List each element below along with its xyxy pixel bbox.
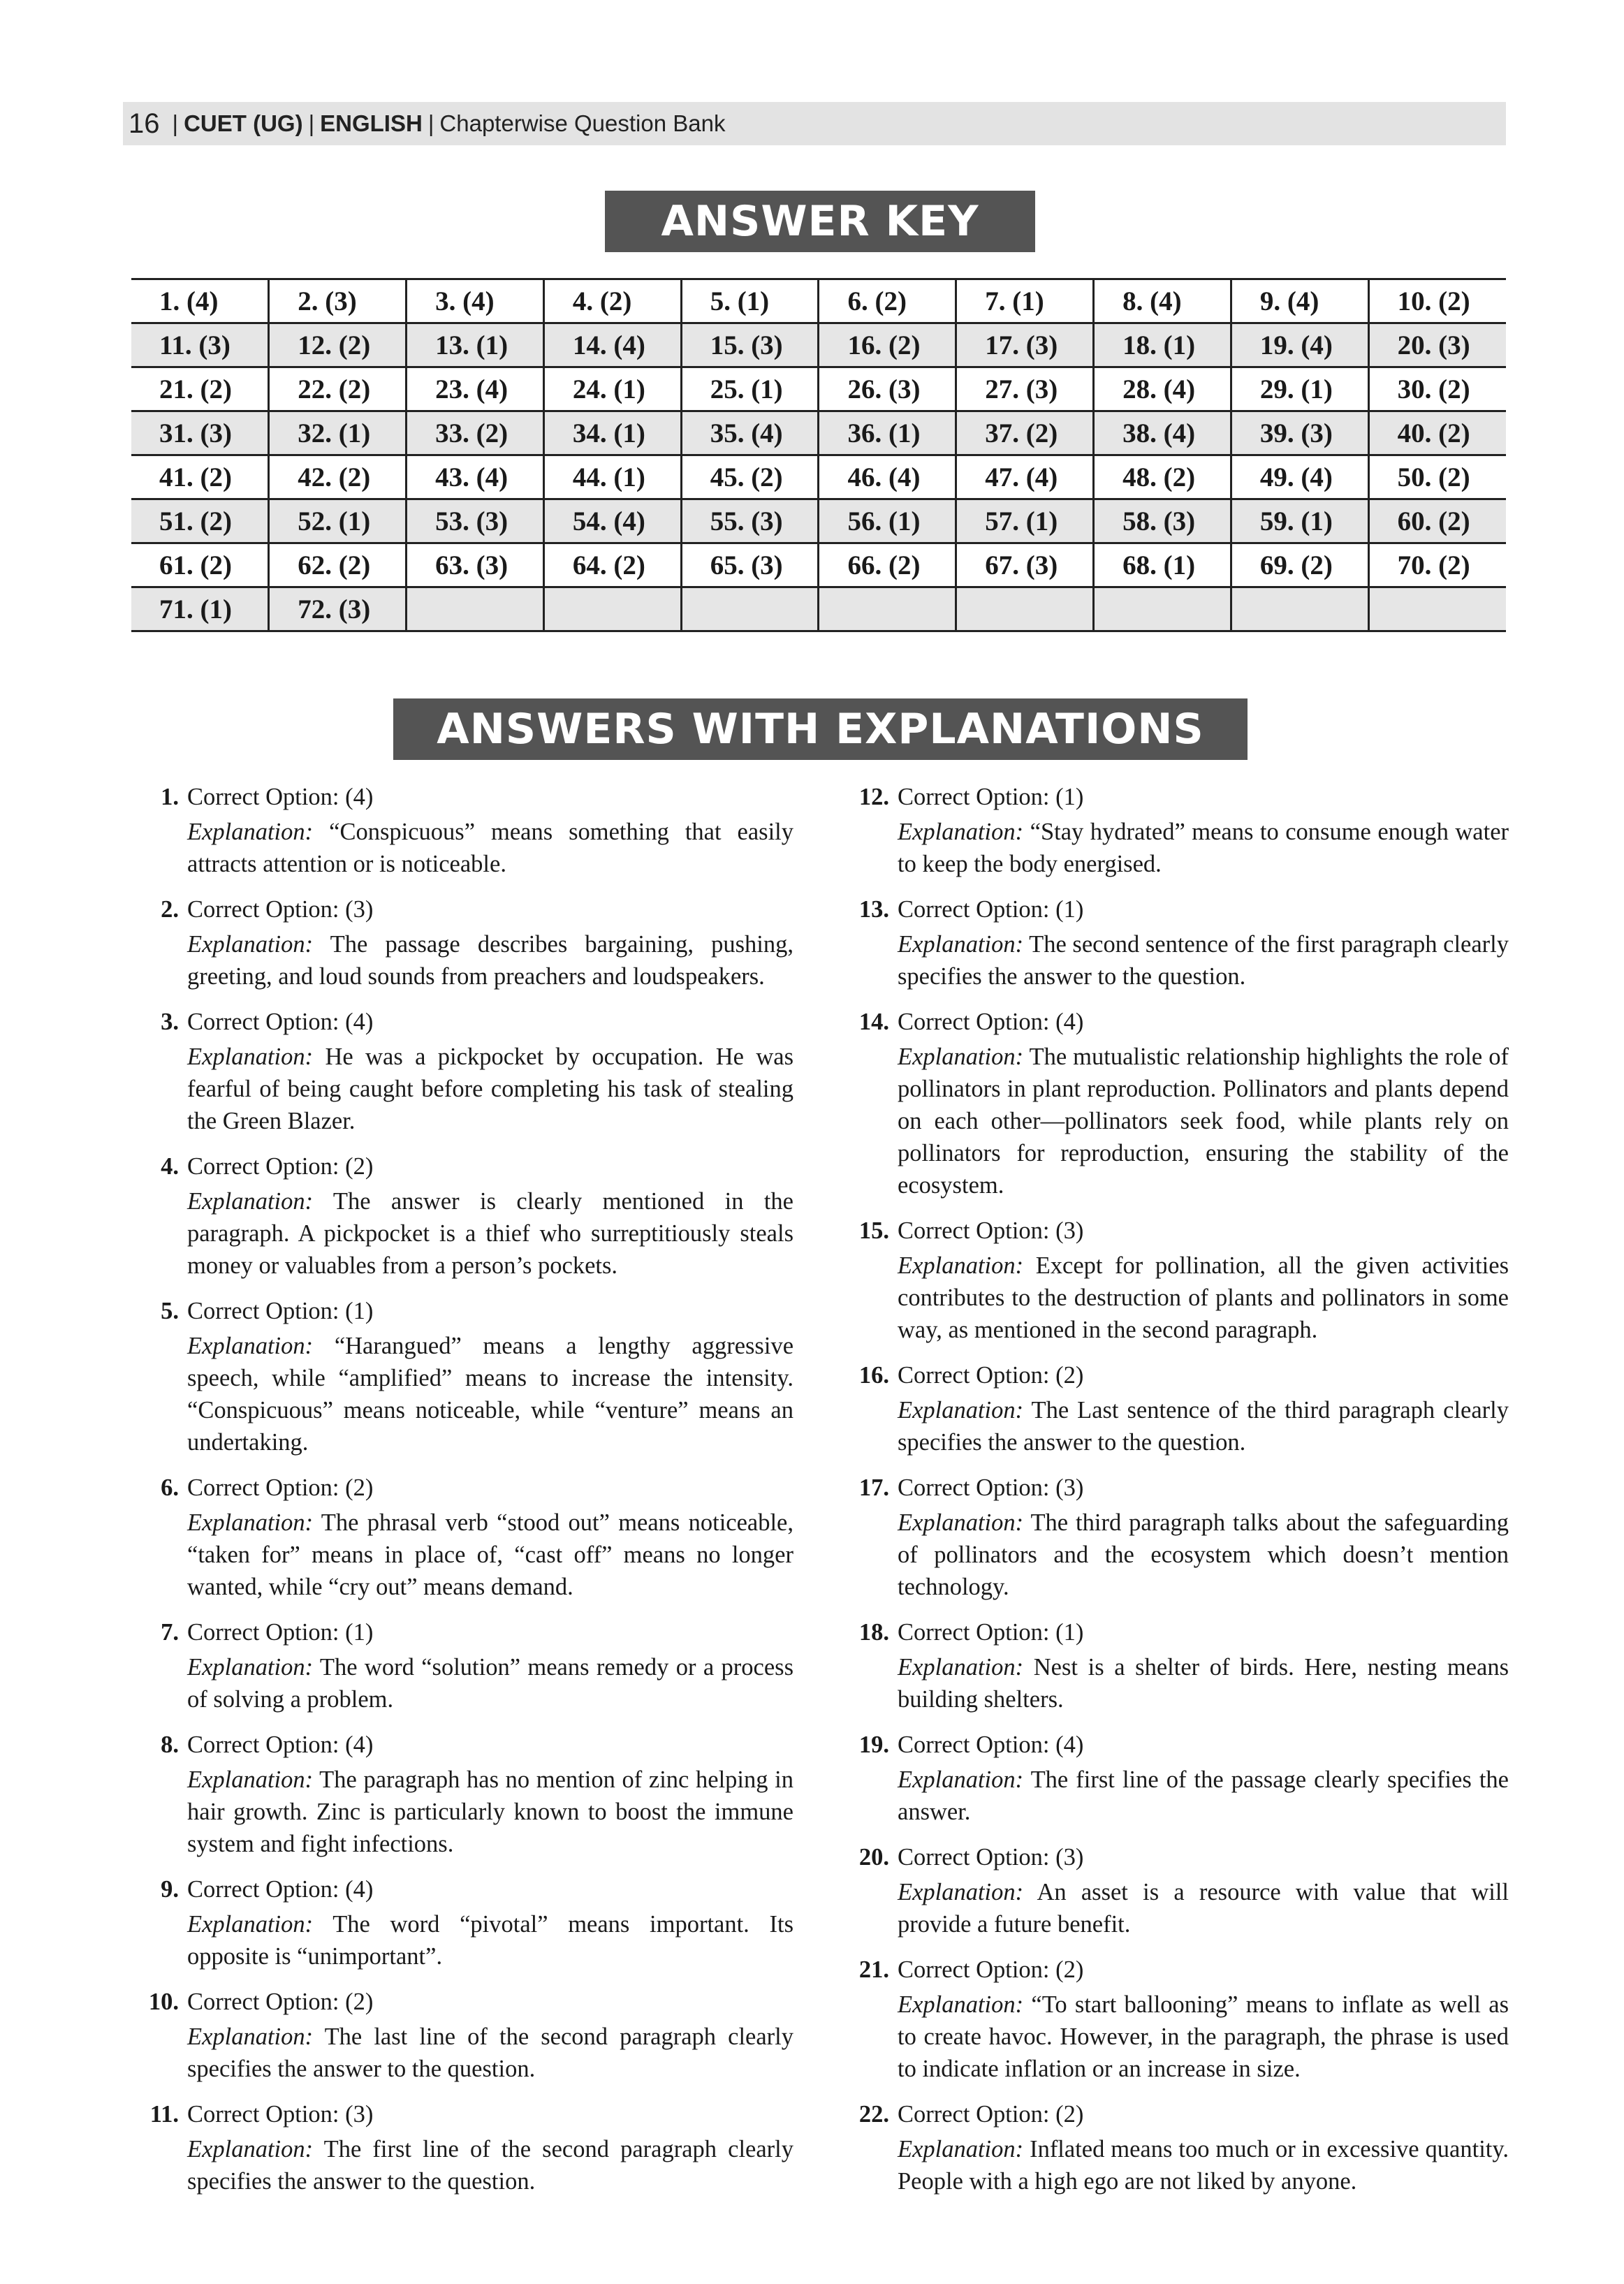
answer-key-cell: 64. (2): [543, 543, 681, 587]
answer-key-cell: 29. (1): [1231, 367, 1368, 411]
explanation-item: [842, 1359, 1509, 1458]
answer-key-cell: 16. (2): [819, 323, 956, 367]
explanation-label: Explanation:: [187, 1509, 314, 1536]
answer-key-cell: 59. (1): [1231, 499, 1368, 543]
explanation-label: Explanation:: [187, 1044, 314, 1070]
question-number: 11.: [149, 2101, 179, 2128]
explanation-body: [187, 1006, 793, 1137]
running-header: [123, 102, 1506, 145]
answer-key-cell: 8. (4): [1094, 279, 1231, 323]
answer-key-cell: 31. (3): [131, 411, 269, 455]
answer-key-cell: 7. (1): [956, 279, 1094, 323]
explanation-body: [898, 1841, 1509, 1940]
explanation-label: Explanation:: [187, 1188, 314, 1215]
explanation-paragraph: [187, 1041, 793, 1137]
answer-key-cell: 61. (2): [131, 543, 269, 587]
explanation-paragraph: [187, 2021, 793, 2085]
explanation-text: The third paragraph talks about the safeguarding of pollinators and the ecosystem which doesn’t mention technology.: [898, 1509, 1509, 1600]
question-number: 1.: [161, 784, 179, 810]
explanation-item: [131, 1873, 793, 1972]
answer-key-cell: 21. (2): [131, 367, 269, 411]
explanation-paragraph: [898, 928, 1509, 993]
answer-key-cell: 48. (2): [1094, 455, 1231, 499]
answer-key-cell: 53. (3): [407, 499, 544, 543]
explanation-text: The second sentence of the first paragraph clearly specifies the answer to the question.: [898, 931, 1509, 990]
answer-key-row: [131, 367, 1506, 411]
explanation-text: The paragraph has no mention of zinc helping in hair growth. Zinc is particularly known to boost the immune system and fight infections.: [187, 1766, 793, 1857]
answer-key-cell: 54. (4): [543, 499, 681, 543]
question-number: 19.: [858, 1732, 889, 1758]
explanation-paragraph: [187, 1507, 793, 1603]
answer-key-cell: 34. (1): [543, 411, 681, 455]
answer-key-cell: [956, 587, 1094, 631]
correct-option: Correct Option: (2): [187, 1474, 374, 1501]
answer-key-cell: 6. (2): [819, 279, 956, 323]
explanation-item: [842, 2098, 1509, 2197]
explanation-item: [131, 1729, 793, 1860]
explanation-paragraph: [898, 2133, 1509, 2197]
answer-key-cell: 57. (1): [956, 499, 1094, 543]
question-number: 18.: [858, 1619, 889, 1646]
explanation-label: Explanation:: [187, 1333, 314, 1359]
explanation-text: The last line of the second paragraph clearly specifies the answer to the question.: [187, 2023, 793, 2082]
correct-option: Correct Option: (1): [898, 1619, 1084, 1646]
explanation-body: [187, 1150, 793, 1282]
answer-key-table: [131, 278, 1506, 632]
explanation-item: [131, 1295, 793, 1458]
explanation-body: [187, 1472, 793, 1603]
answer-key-title: ANSWER KEY: [605, 191, 1035, 252]
question-number: 3.: [161, 1009, 179, 1035]
answer-key-cell: [1094, 587, 1231, 631]
answer-key-cell: [1368, 587, 1506, 631]
explanation-item: [131, 2098, 793, 2197]
answer-key-cell: 15. (3): [681, 323, 819, 367]
explanation-paragraph: [187, 1330, 793, 1458]
explanation-text: Except for pollination, all the given activities contributes to the destruction of plants and pollinators in some way, as mentioned in the second paragraph.: [898, 1252, 1509, 1343]
explanation-item: [842, 1954, 1509, 2085]
answer-key-cell: 41. (2): [131, 455, 269, 499]
explanation-label: Explanation:: [898, 1766, 1024, 1793]
answer-key-cell: 65. (3): [681, 543, 819, 587]
correct-option: Correct Option: (3): [898, 1217, 1084, 1244]
question-number: 16.: [858, 1362, 889, 1389]
answer-key-cell: 62. (2): [269, 543, 407, 587]
explanation-label: Explanation:: [898, 931, 1024, 958]
explanation-item: [131, 1616, 793, 1715]
explanation-label: Explanation:: [898, 819, 1024, 845]
answer-key-cell: 3. (4): [407, 279, 544, 323]
explanation-text: “To start ballooning” means to inflate as well as to create havoc. However, in the paragraph, the phrase is used to indicate inflation or an increase in size.: [898, 1991, 1509, 2082]
explanation-body: [187, 893, 793, 993]
question-number: 13.: [858, 896, 889, 923]
explanation-label: Explanation:: [898, 1991, 1024, 2018]
explanation-item: [131, 1150, 793, 1282]
explanation-item: [842, 1616, 1509, 1715]
question-number: 15.: [858, 1217, 889, 1244]
explanation-item: [131, 1472, 793, 1603]
explanation-body: [187, 1729, 793, 1860]
explanation-text: “Stay hydrated” means to consume enough water to keep the body energised.: [898, 819, 1509, 877]
explanation-item: [131, 781, 793, 880]
explanation-body: [898, 893, 1509, 993]
answer-key-cell: [1231, 587, 1368, 631]
explanation-paragraph: [898, 1764, 1509, 1828]
question-number: 21.: [858, 1956, 889, 1983]
answer-key-cell: 63. (3): [407, 543, 544, 587]
correct-option: Correct Option: (4): [187, 1732, 374, 1758]
answer-key-cell: 26. (3): [819, 367, 956, 411]
explanation-paragraph: [898, 1394, 1509, 1458]
explanation-label: Explanation:: [898, 1509, 1024, 1536]
question-number: 6.: [161, 1474, 179, 1501]
explanation-paragraph: [187, 2133, 793, 2197]
question-number: 2.: [161, 896, 179, 923]
explanation-body: [898, 1729, 1509, 1828]
explanation-label: Explanation:: [187, 1654, 314, 1681]
answer-key-cell: 22. (2): [269, 367, 407, 411]
explanation-text: The passage describes bargaining, pushing, greeting, and loud sounds from preachers and loudspeakers.: [187, 931, 793, 990]
explanation-item: [131, 1986, 793, 2085]
answer-key-cell: 25. (1): [681, 367, 819, 411]
correct-option: Correct Option: (4): [187, 1876, 374, 1903]
correct-option: Correct Option: (3): [187, 896, 374, 923]
answer-key-cell: 56. (1): [819, 499, 956, 543]
explanation-text: The Last sentence of the third paragraph clearly specifies the answer to the question.: [898, 1397, 1509, 1456]
page-number: 16: [129, 108, 160, 139]
answer-key-cell: [681, 587, 819, 631]
correct-option: Correct Option: (4): [898, 1009, 1084, 1035]
answer-key-cell: 19. (4): [1231, 323, 1368, 367]
correct-option: Correct Option: (4): [187, 1009, 374, 1035]
explanation-item: [131, 1006, 793, 1137]
question-number: 17.: [858, 1474, 889, 1501]
answer-key-cell: 12. (2): [269, 323, 407, 367]
answer-key-cell: 52. (1): [269, 499, 407, 543]
explanation-paragraph: [187, 928, 793, 993]
question-number: 9.: [161, 1876, 179, 1903]
explanation-body: [898, 2098, 1509, 2197]
answer-key-cell: 55. (3): [681, 499, 819, 543]
correct-option: Correct Option: (3): [187, 2101, 374, 2128]
answer-key-cell: 72. (3): [269, 587, 407, 631]
explanation-text: Inflated means too much or in excessive quantity. People with a high ego are not liked by anyone.: [898, 2136, 1509, 2195]
explanation-label: Explanation:: [187, 819, 314, 845]
question-number: 4.: [161, 1153, 179, 1180]
correct-option: Correct Option: (4): [187, 784, 374, 810]
header-separator: |: [172, 110, 179, 136]
explanation-paragraph: [898, 1651, 1509, 1715]
answer-key-cell: 51. (2): [131, 499, 269, 543]
correct-option: Correct Option: (2): [187, 1989, 374, 2015]
answer-key-cell: 18. (1): [1094, 323, 1231, 367]
answer-key-row: [131, 323, 1506, 367]
explanation-paragraph: [187, 1651, 793, 1715]
answer-key-cell: 50. (2): [1368, 455, 1506, 499]
correct-option: Correct Option: (1): [898, 896, 1084, 923]
explanation-body: [187, 1986, 793, 2085]
answer-key-cell: 10. (2): [1368, 279, 1506, 323]
explanation-label: Explanation:: [187, 1766, 314, 1793]
answer-key-cell: 46. (4): [819, 455, 956, 499]
answer-key-cell: 13. (1): [407, 323, 544, 367]
explanation-label: Explanation:: [187, 931, 314, 958]
answer-key-cell: 71. (1): [131, 587, 269, 631]
explanation-body: [898, 1215, 1509, 1346]
answer-key-row: [131, 543, 1506, 587]
answer-key-cell: 42. (2): [269, 455, 407, 499]
explanation-label: Explanation:: [187, 2023, 314, 2050]
answer-key-cell: 66. (2): [819, 543, 956, 587]
explanation-label: Explanation:: [898, 1252, 1024, 1279]
correct-option: Correct Option: (1): [187, 1298, 374, 1324]
explanation-paragraph: [898, 816, 1509, 880]
answer-key-cell: 1. (4): [131, 279, 269, 323]
answer-key-cell: 2. (3): [269, 279, 407, 323]
answer-key-cell: 47. (4): [956, 455, 1094, 499]
explanation-paragraph: [898, 1250, 1509, 1346]
explanation-paragraph: [898, 1989, 1509, 2085]
header-book-title: Chapterwise Question Bank: [439, 110, 726, 136]
explanation-body: [898, 1359, 1509, 1458]
explanation-text: An asset is a resource with value that will provide a future benefit.: [898, 1879, 1509, 1938]
explanation-body: [187, 1873, 793, 1972]
explanation-text: “Harangued” means a lengthy aggressive speech, while “amplified” means to increase the intensity. “Conspicuous” means noticeable, while “venture” means an undertaking.: [187, 1333, 794, 1456]
answer-key-cell: 4. (2): [543, 279, 681, 323]
explanation-paragraph: [187, 816, 793, 880]
explanation-paragraph: [187, 1185, 793, 1282]
header-separator: |: [427, 110, 434, 136]
explanation-label: Explanation:: [898, 1879, 1024, 1905]
explanation-text: The phrasal verb “stood out” means noticeable, “taken for” means in place of, “cast off” means no longer wanted, while “cry out” means demand.: [187, 1509, 793, 1600]
answer-key-row: [131, 587, 1506, 631]
explanation-item: [842, 1729, 1509, 1828]
explanation-paragraph: [187, 1764, 793, 1860]
question-number: 22.: [858, 2101, 889, 2128]
answer-key-cell: 35. (4): [681, 411, 819, 455]
explanation-body: [898, 781, 1509, 880]
explanations-right-column: [842, 781, 1509, 2211]
explanation-label: Explanation:: [898, 1044, 1024, 1070]
answer-key-cell: 27. (3): [956, 367, 1094, 411]
explanation-text: “Conspicuous” means something that easily attracts attention or is noticeable.: [187, 819, 793, 877]
explanation-body: [187, 1616, 793, 1715]
explanation-paragraph: [898, 1876, 1509, 1940]
explanation-item: [842, 1215, 1509, 1346]
correct-option: Correct Option: (3): [898, 1844, 1084, 1871]
correct-option: Correct Option: (2): [187, 1153, 374, 1180]
explanations-left-column: [131, 781, 793, 2211]
explanation-label: Explanation:: [898, 2136, 1024, 2162]
explanation-item: [131, 893, 793, 993]
explanation-text: He was a pickpocket by occupation. He was fearful of being caught before completing his task of stealing the Green Blazer.: [187, 1044, 794, 1134]
explanation-body: [898, 1472, 1509, 1603]
answer-key-cell: 36. (1): [819, 411, 956, 455]
correct-option: Correct Option: (2): [898, 1956, 1084, 1983]
correct-option: Correct Option: (2): [898, 2101, 1084, 2128]
answer-key-cell: 14. (4): [543, 323, 681, 367]
explanation-text: The mutualistic relationship highlights the role of pollinators in plant reproduction. Pollinators and plants depend on each other—pollinators seek food, while plants rely on pollinators for reproduction, ensuring the stability of the ecosystem.: [898, 1044, 1509, 1199]
explanations-title: ANSWERS WITH EXPLANATIONS: [393, 698, 1248, 760]
answer-key-cell: 70. (2): [1368, 543, 1506, 587]
answer-key-cell: 30. (2): [1368, 367, 1506, 411]
explanation-body: [187, 1295, 793, 1458]
answer-key-cell: [543, 587, 681, 631]
question-number: 8.: [161, 1732, 179, 1758]
explanation-paragraph: [898, 1041, 1509, 1201]
answer-key-cell: 40. (2): [1368, 411, 1506, 455]
explanation-label: Explanation:: [898, 1654, 1024, 1681]
explanation-body: [898, 1006, 1509, 1201]
explanation-text: The first line of the passage clearly specifies the answer.: [898, 1766, 1509, 1825]
correct-option: Correct Option: (3): [898, 1474, 1084, 1501]
question-number: 12.: [858, 784, 889, 810]
answer-key-cell: [407, 587, 544, 631]
explanation-label: Explanation:: [187, 2136, 314, 2162]
answer-key-cell: 23. (4): [407, 367, 544, 411]
header-separator: |: [308, 110, 315, 136]
question-number: 5.: [161, 1298, 179, 1324]
answer-key-cell: 11. (3): [131, 323, 269, 367]
question-number: 20.: [858, 1844, 889, 1871]
correct-option: Correct Option: (4): [898, 1732, 1084, 1758]
answer-key-row: [131, 499, 1506, 543]
explanation-body: [187, 781, 793, 880]
explanation-text: The word “pivotal” means important. Its opposite is “unimportant”.: [187, 1911, 793, 1970]
correct-option: Correct Option: (1): [187, 1619, 374, 1646]
answer-key-cell: 9. (4): [1231, 279, 1368, 323]
explanation-paragraph: [187, 1908, 793, 1972]
answer-key-cell: 67. (3): [956, 543, 1094, 587]
explanation-item: [842, 1472, 1509, 1603]
explanation-item: [842, 1841, 1509, 1940]
explanation-paragraph: [898, 1507, 1509, 1603]
explanation-label: Explanation:: [187, 1911, 314, 1938]
question-number: 14.: [858, 1009, 889, 1035]
question-number: 7.: [161, 1619, 179, 1646]
answer-key-cell: 44. (1): [543, 455, 681, 499]
explanation-text: The first line of the second paragraph clearly specifies the answer to the question.: [187, 2136, 793, 2195]
explanation-text: The answer is clearly mentioned in the paragraph. A pickpocket is a thief who surreptitiously steals money or valuables from a person’s pockets.: [187, 1188, 793, 1279]
answer-key-cell: 32. (1): [269, 411, 407, 455]
answer-key-cell: 43. (4): [407, 455, 544, 499]
correct-option: Correct Option: (2): [898, 1362, 1084, 1389]
answer-key-cell: 58. (3): [1094, 499, 1231, 543]
explanation-text: Nest is a shelter of birds. Here, nesting means building shelters.: [898, 1654, 1509, 1713]
answer-key-cell: 69. (2): [1231, 543, 1368, 587]
explanation-item: [842, 1006, 1509, 1201]
answer-key-cell: 24. (1): [543, 367, 681, 411]
answer-key-row: [131, 279, 1506, 323]
answer-key-cell: 5. (1): [681, 279, 819, 323]
answer-key-cell: 20. (3): [1368, 323, 1506, 367]
answer-key-cell: 38. (4): [1094, 411, 1231, 455]
explanation-text: The word “solution” means remedy or a process of solving a problem.: [187, 1654, 793, 1713]
answer-key-cell: 60. (2): [1368, 499, 1506, 543]
header-subject: ENGLISH: [320, 110, 423, 136]
correct-option: Correct Option: (1): [898, 784, 1084, 810]
explanation-body: [898, 1954, 1509, 2085]
explanation-item: [842, 893, 1509, 993]
answer-key-cell: 39. (3): [1231, 411, 1368, 455]
explanation-item: [842, 781, 1509, 880]
answer-key-cell: 17. (3): [956, 323, 1094, 367]
answer-key-row: [131, 411, 1506, 455]
explanation-label: Explanation:: [898, 1397, 1024, 1423]
answer-key-cell: 28. (4): [1094, 367, 1231, 411]
answer-key-cell: 49. (4): [1231, 455, 1368, 499]
answer-key-cell: 45. (2): [681, 455, 819, 499]
explanation-body: [187, 2098, 793, 2197]
answer-key-cell: 33. (2): [407, 411, 544, 455]
answer-key-cell: 68. (1): [1094, 543, 1231, 587]
question-number: 10.: [148, 1989, 179, 2015]
header-exam: CUET (UG): [184, 110, 303, 136]
explanation-body: [898, 1616, 1509, 1715]
answer-key-cell: [819, 587, 956, 631]
answer-key-row: [131, 455, 1506, 499]
answer-key-cell: 37. (2): [956, 411, 1094, 455]
